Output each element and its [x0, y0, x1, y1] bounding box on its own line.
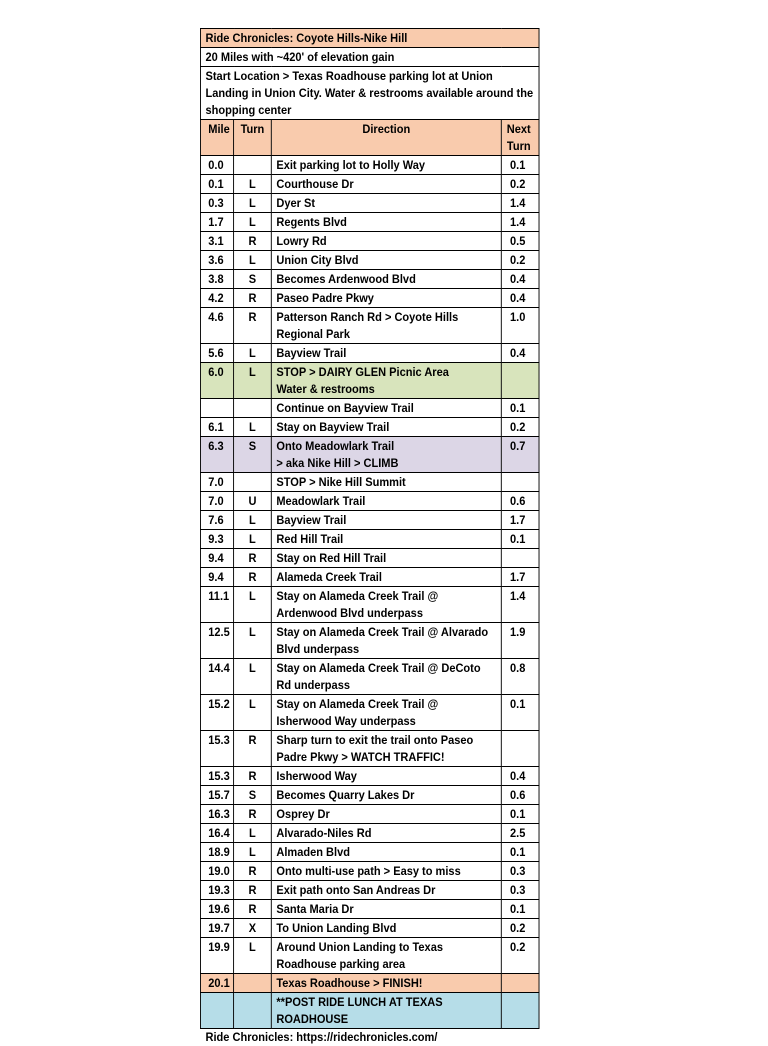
next-turn-cell	[501, 974, 539, 993]
turn-cell: U	[234, 492, 272, 511]
next-turn-cell: 1.0	[501, 308, 539, 344]
next-turn-cell: 1.4	[501, 194, 539, 213]
mile-cell: 3.8	[200, 270, 233, 289]
header-next-turn: Next Turn	[501, 120, 539, 156]
table-row	[200, 549, 539, 568]
subtitle-row	[200, 48, 539, 67]
mile-cell: 9.4	[200, 549, 233, 568]
turn-cell: S	[234, 437, 272, 473]
direction-cell: Around Union Landing to Texas Roadhouse parking area	[271, 938, 501, 974]
next-turn-cell: 0.2	[501, 251, 539, 270]
turn-cell: L	[234, 695, 272, 731]
direction-cell: Red Hill Trail	[271, 530, 501, 549]
direction-cell: Santa Maria Dr	[271, 900, 501, 919]
direction-cell: Stay on Alameda Creek Trail @ Isherwood Way underpass	[271, 695, 501, 731]
mile-cell: 7.0	[200, 492, 233, 511]
turn-cell: L	[234, 843, 272, 862]
direction-cell: Stay on Bayview Trail	[271, 418, 501, 437]
direction-cell: Alameda Creek Trail	[271, 568, 501, 587]
mile-cell: 19.3	[200, 881, 233, 900]
direction-cell: Lowry Rd	[271, 232, 501, 251]
table-row	[200, 492, 539, 511]
table-row	[200, 623, 539, 659]
direction-cell: Patterson Ranch Rd > Coyote Hills Regional Park	[271, 308, 501, 344]
mile-cell: 6.3	[200, 437, 233, 473]
sheet-subtitle: 20 Miles with ~420' of elevation gain	[200, 48, 539, 67]
direction-cell: Union City Blvd	[271, 251, 501, 270]
table-row	[200, 843, 539, 862]
turn-cell: R	[234, 232, 272, 251]
sheet-title: Ride Chronicles: Coyote Hills-Nike Hill	[200, 29, 539, 48]
next-turn-cell: 0.8	[501, 659, 539, 695]
table-row	[200, 270, 539, 289]
direction-cell: Dyer St	[271, 194, 501, 213]
turn-cell: L	[234, 824, 272, 843]
table-row	[200, 731, 539, 767]
direction-cell: Alvarado-Niles Rd	[271, 824, 501, 843]
direction-cell: **POST RIDE LUNCH AT TEXAS ROADHOUSE	[271, 993, 501, 1029]
table-row	[200, 308, 539, 344]
table-row	[200, 900, 539, 919]
next-turn-cell	[501, 363, 539, 399]
next-turn-cell: 0.2	[501, 938, 539, 974]
turn-cell: R	[234, 900, 272, 919]
next-turn-cell	[501, 731, 539, 767]
mile-cell: 1.7	[200, 213, 233, 232]
next-turn-cell: 0.3	[501, 862, 539, 881]
next-turn-cell	[501, 473, 539, 492]
turn-cell: L	[234, 623, 272, 659]
mile-cell: 7.6	[200, 511, 233, 530]
direction-cell: Onto multi-use path > Easy to miss	[271, 862, 501, 881]
direction-cell: Isherwood Way	[271, 767, 501, 786]
mile-cell: 7.0	[200, 473, 233, 492]
next-turn-cell: 0.5	[501, 232, 539, 251]
table-row	[200, 805, 539, 824]
next-turn-cell: 1.4	[501, 213, 539, 232]
next-turn-cell: 0.1	[501, 156, 539, 175]
table-row	[200, 993, 539, 1029]
table-row	[200, 156, 539, 175]
mile-cell: 15.3	[200, 767, 233, 786]
turn-cell	[234, 473, 272, 492]
mile-cell	[200, 993, 233, 1029]
mile-cell: 12.5	[200, 623, 233, 659]
next-turn-cell	[501, 549, 539, 568]
table-row	[200, 695, 539, 731]
table-row	[200, 289, 539, 308]
direction-cell: Stay on Alameda Creek Trail @ Ardenwood Blvd underpass	[271, 587, 501, 623]
table-row	[200, 175, 539, 194]
table-row	[200, 399, 539, 418]
turn-cell: R	[234, 881, 272, 900]
table-row	[200, 213, 539, 232]
next-turn-cell	[501, 993, 539, 1029]
next-turn-cell: 0.6	[501, 786, 539, 805]
next-turn-cell: 0.2	[501, 919, 539, 938]
table-row	[200, 363, 539, 399]
direction-cell: Texas Roadhouse > FINISH!	[271, 974, 501, 993]
table-row	[200, 344, 539, 363]
direction-cell: STOP > DAIRY GLEN Picnic Area Water & restrooms	[271, 363, 501, 399]
footer-credit: Ride Chronicles: https://ridechronicles.com/	[205, 1030, 438, 1044]
direction-cell: Continue on Bayview Trail	[271, 399, 501, 418]
mile-cell: 19.6	[200, 900, 233, 919]
table-row	[200, 511, 539, 530]
mile-cell: 3.6	[200, 251, 233, 270]
table-row	[200, 938, 539, 974]
turn-cell: R	[234, 805, 272, 824]
next-turn-cell: 0.1	[501, 843, 539, 862]
mile-cell: 15.3	[200, 731, 233, 767]
next-turn-cell: 0.2	[501, 418, 539, 437]
mile-cell: 9.3	[200, 530, 233, 549]
next-turn-cell: 1.7	[501, 511, 539, 530]
direction-cell: Becomes Quarry Lakes Dr	[271, 786, 501, 805]
turn-cell: L	[234, 418, 272, 437]
turn-cell: L	[234, 175, 272, 194]
turn-cell: L	[234, 194, 272, 213]
direction-cell: Almaden Blvd	[271, 843, 501, 862]
mile-cell	[200, 399, 233, 418]
turn-cell: S	[234, 270, 272, 289]
next-turn-cell: 0.1	[501, 805, 539, 824]
cue-sheet	[200, 28, 539, 1046]
next-turn-cell: 0.4	[501, 344, 539, 363]
table-row	[200, 974, 539, 993]
mile-cell: 11.1	[200, 587, 233, 623]
table-row	[200, 767, 539, 786]
table-row	[200, 473, 539, 492]
mile-cell: 6.1	[200, 418, 233, 437]
table-row	[200, 881, 539, 900]
mile-cell: 19.7	[200, 919, 233, 938]
mile-cell: 19.0	[200, 862, 233, 881]
turn-cell: L	[234, 213, 272, 232]
direction-cell: Paseo Padre Pkwy	[271, 289, 501, 308]
table-row	[200, 862, 539, 881]
turn-cell: L	[234, 344, 272, 363]
start-location-row	[200, 67, 539, 120]
mile-cell: 19.9	[200, 938, 233, 974]
table-row	[200, 437, 539, 473]
turn-cell: S	[234, 786, 272, 805]
header-direction: Direction	[271, 120, 501, 156]
next-turn-cell: 0.1	[501, 900, 539, 919]
direction-cell: STOP > Nike Hill Summit	[271, 473, 501, 492]
mile-cell: 3.1	[200, 232, 233, 251]
header-row	[200, 120, 539, 156]
mile-cell: 15.2	[200, 695, 233, 731]
turn-cell: R	[234, 731, 272, 767]
table-row	[200, 919, 539, 938]
cue-table	[200, 28, 539, 1029]
next-turn-cell: 0.7	[501, 437, 539, 473]
direction-cell: Regents Blvd	[271, 213, 501, 232]
table-row	[200, 251, 539, 270]
mile-cell: 0.1	[200, 175, 233, 194]
mile-cell: 4.6	[200, 308, 233, 344]
next-turn-cell: 0.1	[501, 530, 539, 549]
header-mile: Mile	[200, 120, 233, 156]
direction-cell: Exit path onto San Andreas Dr	[271, 881, 501, 900]
table-row	[200, 659, 539, 695]
turn-cell: X	[234, 919, 272, 938]
next-turn-cell: 0.4	[501, 289, 539, 308]
mile-cell: 4.2	[200, 289, 233, 308]
turn-cell	[234, 993, 272, 1029]
next-turn-cell: 0.1	[501, 399, 539, 418]
table-row	[200, 194, 539, 213]
turn-cell: L	[234, 511, 272, 530]
mile-cell: 6.0	[200, 363, 233, 399]
direction-cell: Stay on Alameda Creek Trail @ Alvarado Blvd underpass	[271, 623, 501, 659]
header-turn: Turn	[234, 120, 272, 156]
turn-cell: R	[234, 568, 272, 587]
turn-cell: L	[234, 659, 272, 695]
table-row	[200, 568, 539, 587]
next-turn-cell: 0.1	[501, 695, 539, 731]
table-row	[200, 587, 539, 623]
next-turn-cell: 0.3	[501, 881, 539, 900]
mile-cell: 16.3	[200, 805, 233, 824]
mile-cell: 20.1	[200, 974, 233, 993]
table-row	[200, 232, 539, 251]
next-turn-cell: 0.4	[501, 270, 539, 289]
next-turn-cell: 0.4	[501, 767, 539, 786]
mile-cell: 16.4	[200, 824, 233, 843]
direction-cell: Bayview Trail	[271, 511, 501, 530]
turn-cell: R	[234, 289, 272, 308]
turn-cell: L	[234, 363, 272, 399]
next-turn-cell: 1.9	[501, 623, 539, 659]
turn-cell: R	[234, 549, 272, 568]
title-row	[200, 29, 539, 48]
turn-cell: R	[234, 862, 272, 881]
direction-cell: Becomes Ardenwood Blvd	[271, 270, 501, 289]
mile-cell: 0.3	[200, 194, 233, 213]
direction-cell: Stay on Alameda Creek Trail @ DeCoto Rd underpass	[271, 659, 501, 695]
mile-cell: 18.9	[200, 843, 233, 862]
direction-cell: Exit parking lot to Holly Way	[271, 156, 501, 175]
direction-cell: Sharp turn to exit the trail onto Paseo Padre Pkwy > WATCH TRAFFIC!	[271, 731, 501, 767]
next-turn-cell: 1.4	[501, 587, 539, 623]
turn-cell: R	[234, 767, 272, 786]
direction-cell: Osprey Dr	[271, 805, 501, 824]
turn-cell: L	[234, 938, 272, 974]
turn-cell	[234, 399, 272, 418]
direction-cell: Bayview Trail	[271, 344, 501, 363]
mile-cell: 5.6	[200, 344, 233, 363]
direction-cell: Meadowlark Trail	[271, 492, 501, 511]
next-turn-cell: 1.7	[501, 568, 539, 587]
next-turn-cell: 0.2	[501, 175, 539, 194]
mile-cell: 14.4	[200, 659, 233, 695]
start-location: Start Location > Texas Roadhouse parking lot at Union Landing in Union City. Water & restrooms available around the shopping center	[200, 67, 539, 120]
direction-cell: Onto Meadowlark Trail > aka Nike Hill > CLIMB	[271, 437, 501, 473]
turn-cell: R	[234, 308, 272, 344]
turn-cell	[234, 974, 272, 993]
direction-cell: Courthouse Dr	[271, 175, 501, 194]
mile-cell: 9.4	[200, 568, 233, 587]
turn-cell	[234, 156, 272, 175]
mile-cell: 0.0	[200, 156, 233, 175]
mile-cell: 15.7	[200, 786, 233, 805]
direction-cell: Stay on Red Hill Trail	[271, 549, 501, 568]
next-turn-cell: 2.5	[501, 824, 539, 843]
next-turn-cell: 0.6	[501, 492, 539, 511]
turn-cell: L	[234, 587, 272, 623]
table-row	[200, 418, 539, 437]
turn-cell: L	[234, 251, 272, 270]
table-row	[200, 824, 539, 843]
table-row	[200, 786, 539, 805]
turn-cell: L	[234, 530, 272, 549]
table-row	[200, 530, 539, 549]
direction-cell: To Union Landing Blvd	[271, 919, 501, 938]
